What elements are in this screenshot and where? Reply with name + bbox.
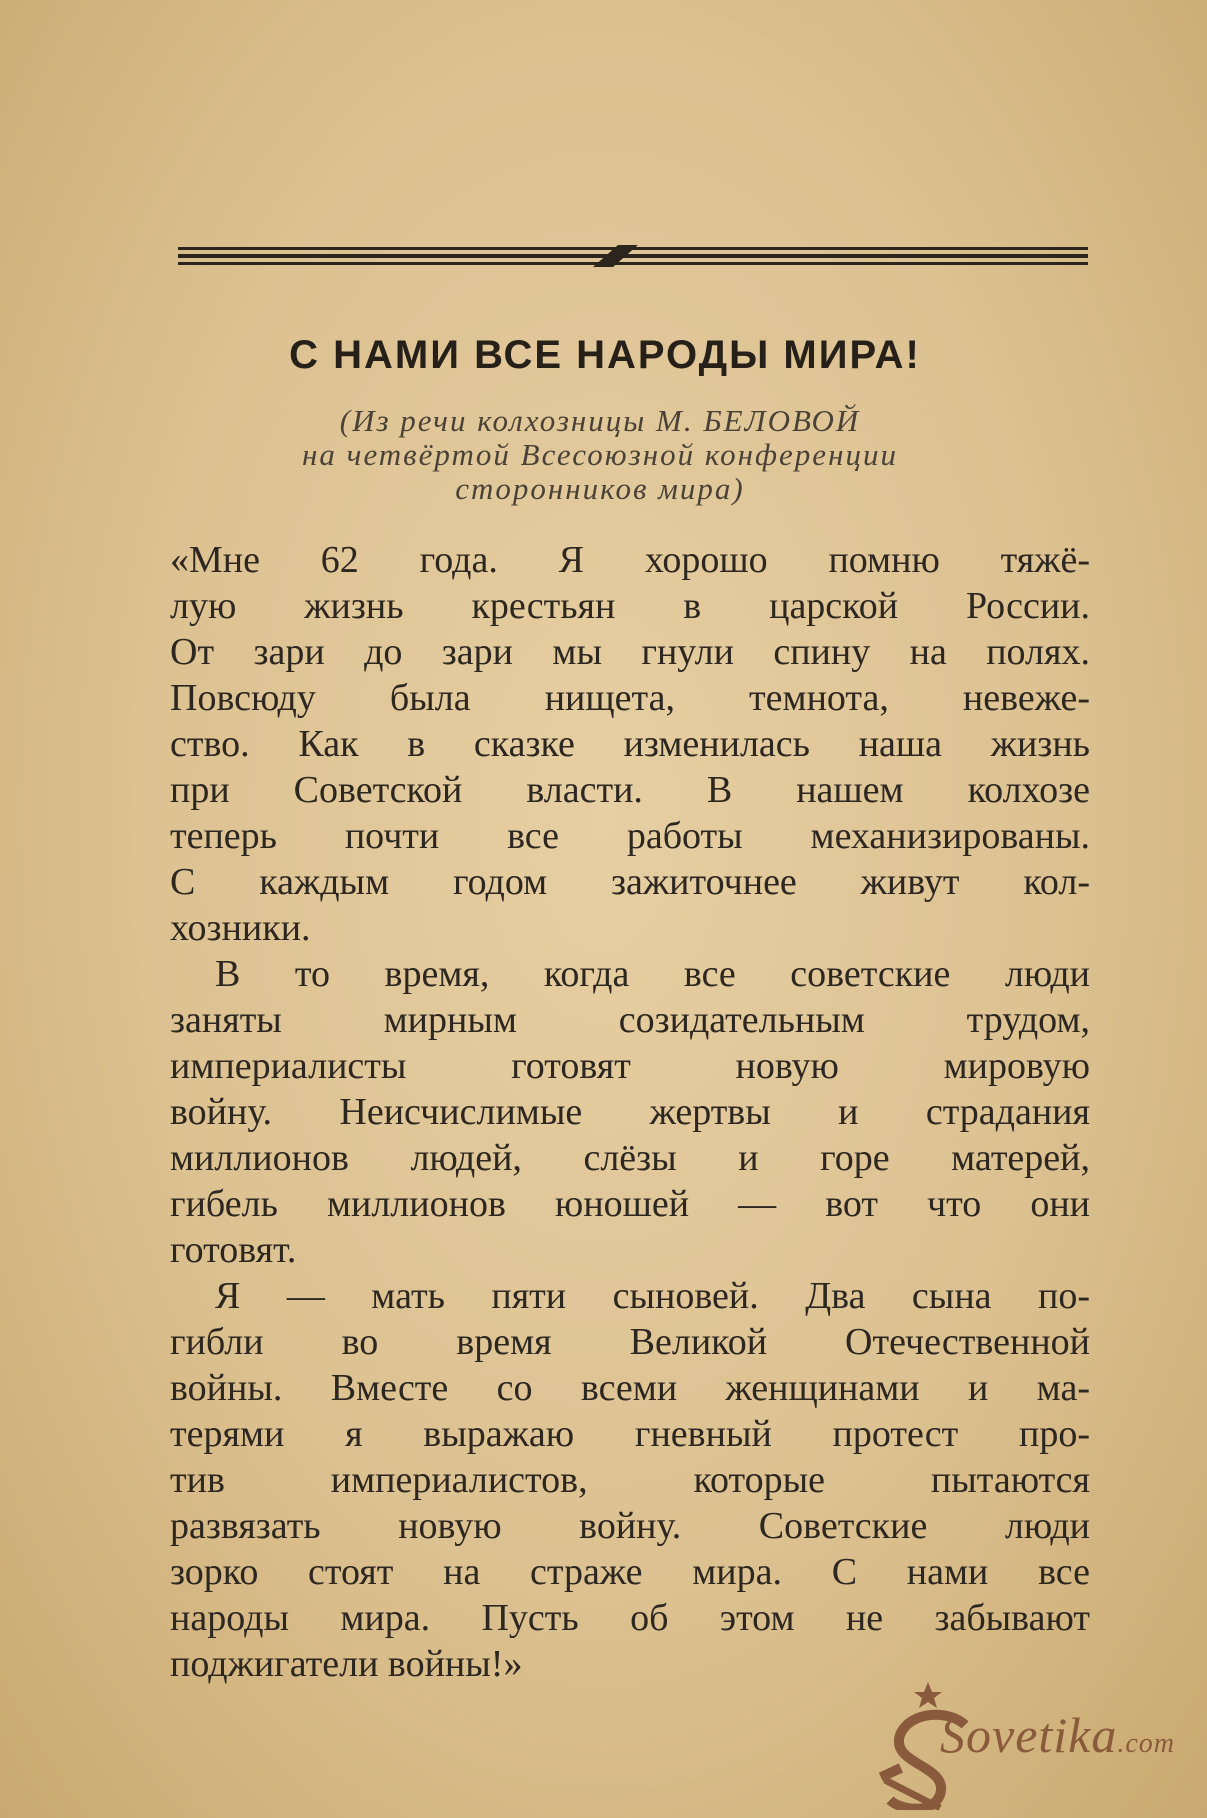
body-line: заняты мирным созидательным трудом,: [170, 999, 1090, 1041]
body-line: С каждым годом зажиточнее живут кол-: [170, 861, 1090, 903]
body-line: хозники.: [170, 907, 311, 949]
watermark-name: Sovetika: [940, 1707, 1118, 1763]
decorative-rule-ornament: [178, 243, 1088, 269]
body-line: при Советской власти. В нашем колхозе: [170, 769, 1090, 811]
body-line: войну. Неисчислимые жертвы и страдания: [170, 1091, 1090, 1133]
body-line: гибли во время Великой Отечественной: [170, 1321, 1090, 1363]
body-line: империалисты готовят новую мировую: [170, 1045, 1090, 1087]
body-line: войны. Вместе со всеми женщинами и ма-: [170, 1367, 1090, 1409]
body-line: теперь почти все работы механизированы.: [170, 815, 1090, 857]
body-line: ство. Как в сказке изменилась наша жизнь: [170, 723, 1090, 765]
body-line: Я — мать пяти сыновей. Два сына по-: [215, 1275, 1090, 1317]
body-line: зорко стоят на страже мира. С нами все: [170, 1551, 1090, 1593]
subtitle-line: сторонников мира): [455, 471, 745, 506]
body-line: народы мира. Пусть об этом не забывают: [170, 1597, 1090, 1639]
body-line: терями я выражаю гневный протест про-: [170, 1413, 1090, 1455]
body-line: миллионов людей, слёзы и горе матерей,: [170, 1137, 1090, 1179]
body-line: поджигатели войны!»: [170, 1643, 523, 1685]
body-line: готовят.: [170, 1229, 297, 1271]
body-line: Повсюду была нищета, темнота, невеже-: [170, 677, 1090, 719]
subtitle-line: на четвёртой Всесоюзной конференции: [302, 437, 898, 472]
watermark-domain: .com: [1117, 1728, 1176, 1759]
body-line: развязать новую войну. Советские люди: [170, 1505, 1090, 1547]
body-line: В то время, когда все советские люди: [215, 953, 1090, 995]
article-title: С НАМИ ВСЕ НАРОДЫ МИРА!: [289, 333, 921, 377]
watermark-text: [940, 1706, 1175, 1764]
body-line: гибель миллионов юношей — вот что они: [170, 1183, 1090, 1225]
subtitle-line: (Из речи колхозницы М. БЕЛОВОЙ: [339, 403, 861, 438]
body-line: лую жизнь крестьян в царской России.: [170, 585, 1090, 627]
body-line: «Мне 62 года. Я хорошо помню тяжё-: [170, 539, 1090, 581]
body-line: От зари до зари мы гнули спину на полях.: [170, 631, 1090, 673]
body-line: тив империалистов, которые пытаются: [170, 1459, 1090, 1501]
